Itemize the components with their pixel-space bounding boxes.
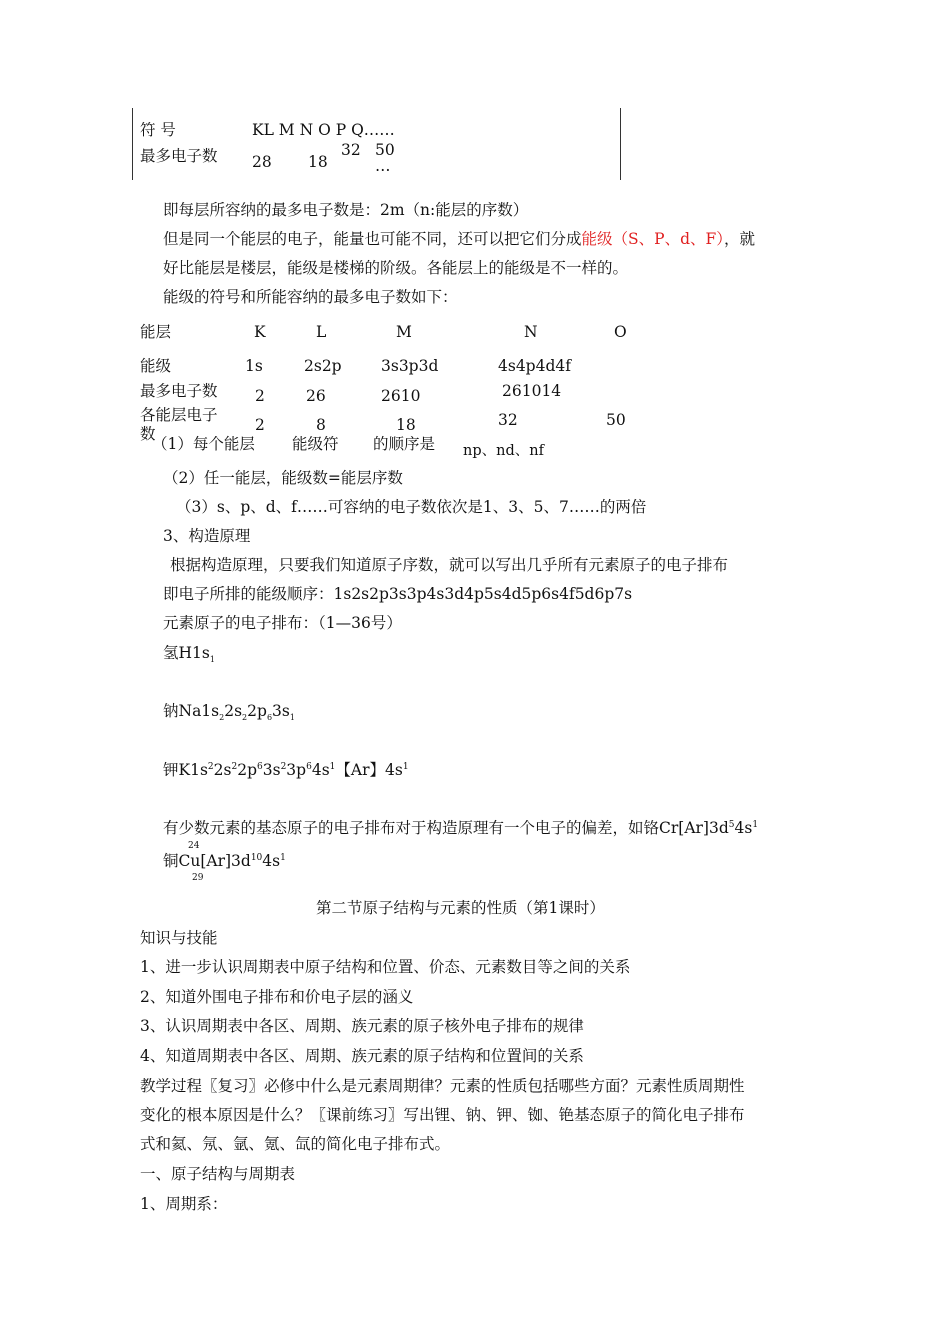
cu-atomic-number: 29: [192, 873, 204, 883]
k-part-3s: 3s: [262, 761, 281, 779]
k-sup-5: 6: [306, 761, 312, 772]
level-row3-label: 最多电子数: [140, 382, 218, 400]
level-row2-l: 2s2p: [304, 357, 342, 375]
heading-structure-periodic-table: 一、原子结构与周期表: [140, 1165, 296, 1183]
principle-para-3: 元素原子的电子排布：（1—36号）: [163, 614, 402, 632]
level-row3-l: 26: [306, 387, 326, 405]
principle-heading: 3、构造原理: [163, 527, 251, 545]
shell-symbols: KL M N O P Q……: [252, 121, 395, 139]
level-row2-label: 能级: [140, 357, 172, 375]
shell-value-18: 18: [308, 153, 328, 171]
intro-line-2-end: ，就: [724, 230, 756, 248]
k-sup-6: 1: [329, 761, 336, 772]
level-row1-l: L: [316, 323, 327, 341]
note-2: （2）任一能层，能级数=能层序数: [163, 469, 403, 487]
hydrogen-sub: 1: [209, 655, 215, 665]
intro-line-3: 好比能层是楼层，能级是楼梯的阶级。各能层上的能级是不一样的。: [163, 259, 629, 277]
intro-line-2-text: 但是同一个能层的电子，能量也可能不同，还可以把它们分成: [163, 230, 582, 248]
level-row2-m: 3s3p3d: [381, 357, 439, 375]
cu-sup-1: 10: [250, 852, 263, 863]
k-part-2p: 2p: [237, 761, 257, 779]
example-potassium: [163, 760, 409, 780]
principle-para-2: 即电子所排的能级顺序：1s2s2p3s3p4s3d4p5s4d5p6s4f5d6p7s: [163, 585, 633, 603]
teaching-process-line-1: 教学过程〖复习〗必修中什么是元素周期律？元素的性质包括哪些方面？元素性质周期性: [140, 1077, 745, 1095]
deviation-line: [163, 818, 758, 838]
level-row2-k: 1s: [245, 357, 263, 375]
note-1a: （1）每个能层: [152, 435, 255, 453]
sodium-sub-3: 6: [266, 713, 273, 723]
objective-1: 1、进一步认识周期表中原子结构和位置、价态、元素数目等之间的关系: [140, 958, 631, 976]
level-row4-l: 8: [316, 416, 326, 434]
intro-line-1: 即每层所容纳的最多电子数是：2m（n:能层的序数）: [163, 201, 529, 219]
level-row3-k: 2: [255, 387, 265, 405]
k-part-4s: 4s: [311, 761, 330, 779]
shell-value-50: 50: [375, 141, 395, 159]
k-bracket-config: 【Ar】4s: [335, 761, 403, 779]
objective-4: 4、知道周期表中各区、周期、族元素的原子结构和位置间的关系: [140, 1047, 584, 1065]
k-part-2s: 2s: [213, 761, 232, 779]
sodium-part-2s: 2s: [224, 702, 243, 720]
copper-config: 铜Cu[Ar]3d: [163, 852, 251, 870]
copper-line: [163, 851, 286, 871]
k-sup-1: 2: [207, 761, 214, 772]
cr-4s: 4s: [734, 819, 753, 837]
sodium-part-2p: 2p: [247, 702, 267, 720]
level-row4-o: 50: [606, 411, 626, 429]
objective-3: 3、认识周期表中各区、周期、族元素的原子核外电子排布的规律: [140, 1017, 584, 1035]
level-row4-n: 32: [498, 411, 518, 429]
table-right-border: [620, 108, 621, 180]
level-row4-label-tail: 数: [140, 425, 156, 443]
level-row1-o: O: [614, 323, 627, 341]
note-1b: 能级符: [292, 435, 339, 453]
level-row1-label: 能层: [140, 323, 172, 341]
objective-2: 2、知道外围电子排布和价电子层的涵义: [140, 988, 414, 1006]
level-row3-m: 2610: [381, 387, 421, 405]
deviation-text: 有少数元素的基态原子的电子排布对于构造原理有一个电子的偏差，如铬Cr[Ar]3d: [163, 819, 729, 837]
heading-periodic-system: 1、周期系：: [140, 1195, 228, 1213]
cr-atomic-number: 24: [188, 841, 200, 851]
level-row1-m: M: [396, 323, 412, 341]
k-part-3p: 3p: [286, 761, 307, 779]
note-3: （3）s、p、d、f……可容纳的电子数依次是1、3、5、7……的两倍: [176, 498, 647, 516]
level-row4-k: 2: [255, 416, 265, 434]
potassium-config: 钾K1s: [163, 761, 208, 779]
section-title: 第二节原子结构与元素的性质（第1课时）: [316, 899, 605, 917]
level-row4-m: 18: [396, 416, 416, 434]
level-row1-k: K: [254, 323, 266, 341]
hydrogen-config: 氢H1s: [163, 644, 210, 662]
level-row2-n: 4s4p4d4f: [498, 357, 571, 375]
intro-line-2: [163, 229, 755, 249]
teaching-process-line-2: 变化的根本原因是什么？〖课前练习〗写出锂、钠、钾、铷、铯基态原子的简化电子排布: [140, 1106, 745, 1124]
k-bracket-sup: 1: [402, 761, 409, 772]
cu-4s: 4s: [262, 852, 281, 870]
k-sup-3: 6: [257, 761, 263, 772]
cu-sup-2: 1: [280, 852, 286, 863]
sodium-sub-1: 2: [219, 713, 225, 723]
note-1d: np、nd、nf: [463, 443, 544, 459]
principle-para-1: 根据构造原理，只要我们知道原子序数，就可以写出几乎所有元素原子的电子排布: [170, 556, 729, 574]
shell-value-32: 32: [341, 141, 361, 159]
note-1c: 的顺序是: [373, 435, 436, 453]
cr-sup-1: 5: [728, 819, 735, 830]
shell-symbol-label: 符 号: [140, 121, 176, 139]
level-row1-n: N: [524, 323, 538, 341]
sodium-sub-4: 1: [289, 713, 295, 723]
sodium-sub-2: 2: [242, 713, 248, 723]
shell-value-ellipsis: …: [375, 157, 391, 175]
knowledge-skills-heading: 知识与技能: [140, 929, 218, 947]
energy-level-highlight: 能级（S、P、d、F）: [581, 230, 724, 248]
example-sodium: [163, 701, 295, 721]
level-row4-label: 各能层电子: [140, 406, 218, 424]
cr-sup-2: 1: [752, 819, 759, 830]
shell-max-label: 最多电子数: [140, 147, 218, 165]
example-hydrogen: [163, 643, 215, 663]
level-row3-n: 261014: [502, 382, 562, 400]
shell-value-28: 28: [252, 153, 272, 171]
intro-line-4: 能级的符号和所能容纳的最多电子数如下：: [163, 288, 458, 306]
sodium-part-3s: 3s: [272, 702, 290, 720]
k-sup-4: 2: [280, 761, 287, 772]
sodium-config: 钠Na1s: [163, 702, 220, 720]
table-left-border: [132, 108, 133, 180]
teaching-process-line-3: 式和氦、氖、氩、氪、氙的简化电子排布式。: [140, 1135, 451, 1153]
k-sup-2: 2: [231, 761, 238, 772]
